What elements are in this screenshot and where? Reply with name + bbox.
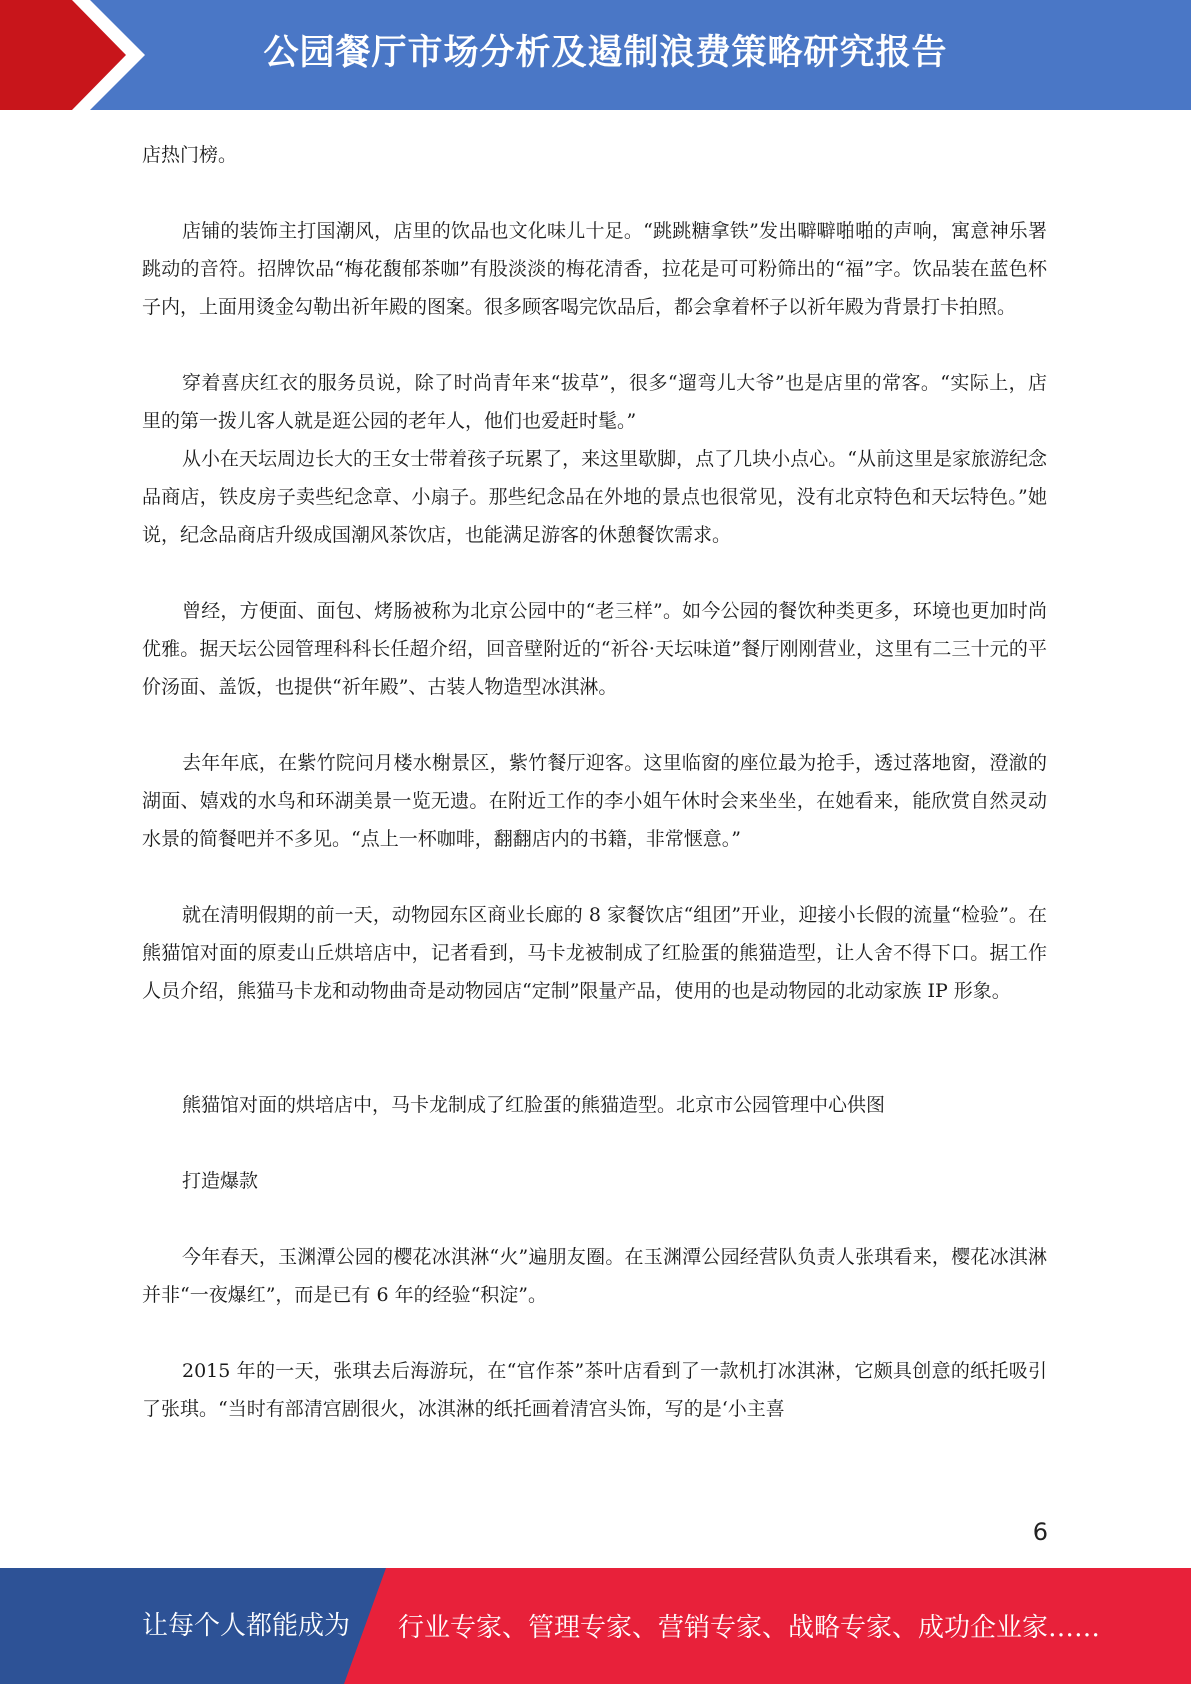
page-number: 6	[1032, 1518, 1048, 1546]
paragraph: 今年春天，玉渊潭公园的樱花冰淇淋“火”遍朋友圈。在玉渊潭公园经营队负责人张琪看来，樱花冰淇淋并非“一夜爆红”，而是已有 6 年的经验“积淀”。	[142, 1246, 1047, 1306]
paragraph: 就在清明假期的前一天，动物园东区商业长廊的 8 家餐饮店“组团”开业，迎接小长假的流量“检验”。在熊猫馆对面的原麦山丘烘培店中，记者看到，马卡龙被制成了红脸蛋的熊猫造型，让人舍不得下口。据工作人员介绍，熊猫马卡龙和动物曲奇是动物园店“定制”限量产品，使用的也是动物园的北动家族 IP 形象。	[142, 904, 1047, 1002]
paragraph: 店热门榜。	[142, 144, 238, 166]
report-title: 公园餐厅市场分析及遏制浪费策略研究报告	[263, 33, 948, 73]
document-body	[142, 136, 1047, 1428]
image-caption: 熊猫馆对面的烘培店中，马卡龙制成了红脸蛋的熊猫造型。北京市公园管理中心供图	[182, 1094, 886, 1116]
paragraph: 店铺的装饰主打国潮风，店里的饮品也文化味儿十足。“跳跳糖拿铁”发出噼噼啪啪的声响，寓意神乐署跳动的音符。招牌饮品“梅花馥郁茶咖”有股淡淡的梅花清香，拉花是可可粉筛出的“福”字。饮品装在蓝色杯子内，上面用烫金勾勒出祈年殿的图案。很多顾客喝完饮品后，都会拿着杯子以祈年殿为背景打卡拍照。	[142, 220, 1047, 318]
page-header	[0, 0, 1191, 110]
footer-slogan-right: 行业专家、管理专家、营销专家、战略专家、成功企业家……	[398, 1613, 1101, 1643]
footer-slogan-left: 让每个人都能成为	[142, 1611, 351, 1641]
paragraph: 曾经，方便面、面包、烤肠被称为北京公园中的“老三样”。如今公园的餐饮种类更多，环境也更加时尚优雅。据天坛公园管理科科长任超介绍，回音壁附近的“祈谷·天坛味道”餐厅刚刚营业，这里有二三十元的平价汤面、盖饭，也提供“祈年殿”、古装人物造型冰淇淋。	[142, 600, 1047, 698]
section-heading: 打造爆款	[182, 1170, 259, 1192]
paragraph: 2015 年的一天，张琪去后海游玩，在“官作茶”茶叶店看到了一款机打冰淇淋，它颇具创意的纸托吸引了张琪。“当时有部清宫剧很火，冰淇淋的纸托画着清宫头饰，写的是‘小主喜	[142, 1360, 1047, 1420]
paragraph: 从小在天坛周边长大的王女士带着孩子玩累了，来这里歇脚，点了几块小点心。“从前这里是家旅游纪念品商店，铁皮房子卖些纪念章、小扇子。那些纪念品在外地的景点也很常见，没有北京特色和天坛特色。”她说，纪念品商店升级成国潮风茶饮店，也能满足游客的休憩餐饮需求。	[142, 448, 1047, 546]
paragraph: 去年年底，在紫竹院问月楼水榭景区，紫竹餐厅迎客。这里临窗的座位最为抢手，透过落地窗，澄澈的湖面、嬉戏的水鸟和环湖美景一览无遗。在附近工作的李小姐午休时会来坐坐，在她看来，能欣赏自然灵动水景的简餐吧并不多见。“点上一杯咖啡，翻翻店内的书籍，非常惬意。”	[142, 752, 1047, 850]
paragraph: 穿着喜庆红衣的服务员说，除了时尚青年来“拔草”，很多“遛弯儿大爷”也是店里的常客。“实际上，店里的第一拨儿客人就是逛公园的老年人，他们也爱赶时髦。”	[142, 372, 1047, 432]
page-footer	[0, 1568, 1191, 1684]
